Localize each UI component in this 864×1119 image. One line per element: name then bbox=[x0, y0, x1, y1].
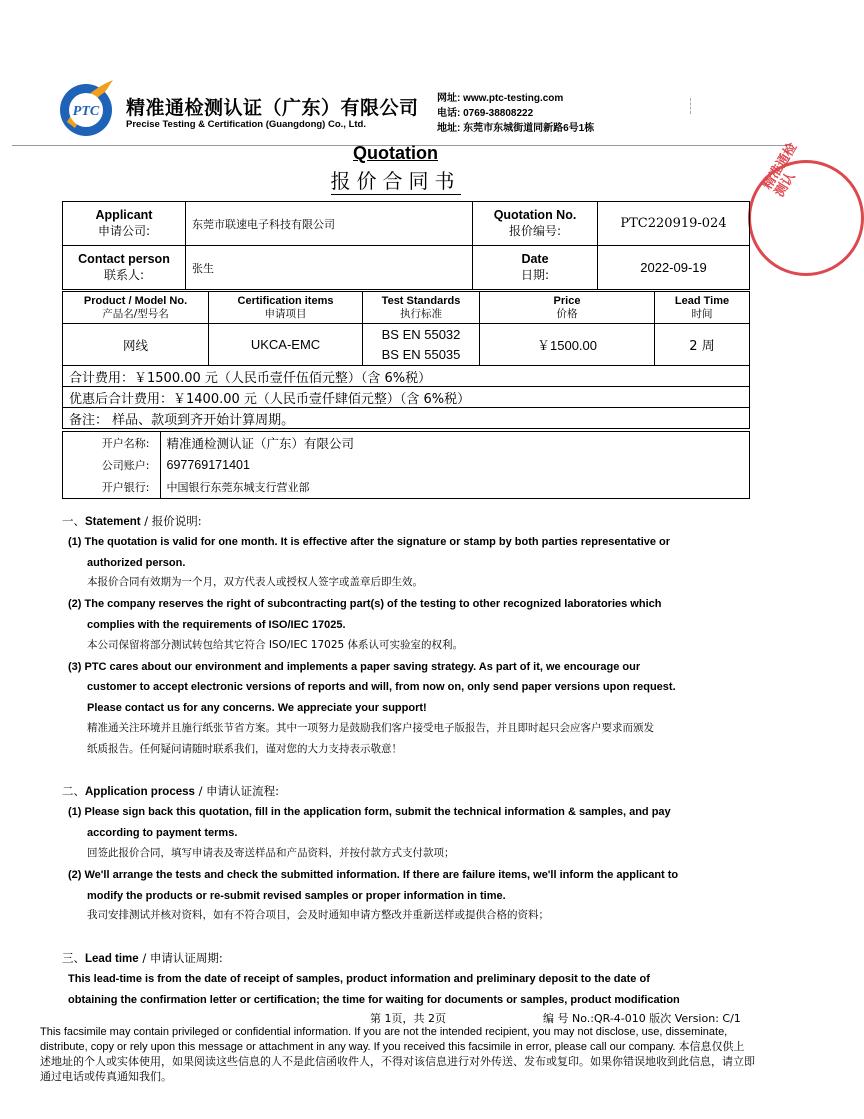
cell-product: 网线 bbox=[63, 324, 209, 366]
discount-fee: 优惠后合计费用：￥1400.00 元（人民币壹仟肆佰元整）（含 6%税） bbox=[63, 387, 750, 408]
section1-p2-cn: 本公司保留将部分测试转包给其它符合 ISO/IEC 17025 体系认可实验室的权利。 bbox=[87, 639, 464, 651]
company-name-cn: 精准通检测认证（广东）有限公司 bbox=[126, 97, 419, 119]
section3-p1-a: This lead-time is from the date of receipt of samples, product information and preliminary deposit to the date of bbox=[68, 973, 650, 985]
section1-p2-en-a: (2) The company reserves the right of subcontracting part(s) of the testing to other recognized laboratories which bbox=[68, 598, 662, 610]
contact-label-en: Contact person bbox=[78, 252, 170, 266]
header-cert-cn: 申请项目 bbox=[264, 307, 307, 320]
header-price-en: Price bbox=[553, 294, 581, 307]
cell-price: ￥1500.00 bbox=[480, 324, 655, 366]
header-leadtime-cn: 时间 bbox=[691, 307, 713, 320]
contact-label bbox=[63, 246, 186, 290]
header-standards bbox=[363, 292, 480, 324]
header-standards-cn: 执行标准 bbox=[400, 307, 442, 320]
header-leadtime bbox=[655, 292, 750, 324]
section1-p3-en-b: customer to accept electronic versions of reports and will, from now on, only send paper versions upon request. bbox=[87, 681, 676, 693]
section1-heading-cn: / 报价说明: bbox=[140, 514, 202, 528]
section3-prefix: 三、 bbox=[62, 951, 85, 965]
cell-standard-2: BS EN 55035 bbox=[381, 346, 461, 362]
section1-p1-cn: 本报价合同有效期为一个月，双方代表人或授权人签字或盖章后即生效。 bbox=[87, 576, 423, 588]
account-no-value: 697769171401 bbox=[166, 458, 250, 472]
section2-prefix: 二、 bbox=[62, 784, 85, 798]
quote-no-value: PTC220919-024 bbox=[598, 202, 750, 246]
items-table bbox=[62, 291, 750, 429]
section1-p2-en-b: complies with the requirements of ISO/IEC 17025. bbox=[87, 619, 346, 631]
applicant-label-cn: 申请公司: bbox=[97, 224, 151, 238]
header-cert-en: Certification items bbox=[237, 294, 334, 307]
section1-p3-en-c: Please contact us for any concerns. We appreciate your support! bbox=[87, 702, 427, 714]
title-en bbox=[0, 143, 791, 164]
header-leadtime-en: Lead Time bbox=[674, 294, 730, 307]
section2-p2-en-a: (2) We'll arrange the tests and check the submitted information. If there are failure items, we'll inform the applicant to bbox=[68, 869, 679, 881]
section2-p1-en-b: according to payment terms. bbox=[87, 827, 238, 839]
cell-standard-1: BS EN 55032 bbox=[381, 326, 461, 342]
section2-heading-en: Application process bbox=[85, 786, 195, 798]
section3-heading bbox=[62, 950, 223, 966]
section1-p3-cn-a: 精准通关注环境并且施行纸张节省方案。其中一项努力是鼓励我们客户接受电子版报告，并且即时起只会应客户要求而颁发 bbox=[87, 722, 654, 734]
applicant-label bbox=[63, 202, 186, 246]
date-value: 2022-09-19 bbox=[598, 246, 750, 290]
quote-no-label-en: Quotation No. bbox=[493, 208, 577, 222]
contact-label-cn: 联系人: bbox=[103, 268, 145, 282]
section2-heading-cn: / 申请认证流程: bbox=[194, 784, 279, 798]
remark: 备注： 样品、款项到齐开始计算周期。 bbox=[63, 408, 750, 429]
section2-heading bbox=[62, 783, 279, 799]
title-en-text: Quotation bbox=[353, 143, 438, 163]
header-price-cn: 价格 bbox=[556, 307, 578, 320]
contact-value: 张生 bbox=[186, 246, 473, 290]
logo-text: PTC bbox=[72, 104, 100, 119]
stamp-text: 精准通检测认 bbox=[760, 140, 801, 200]
section3-heading-cn: / 申请认证周期: bbox=[138, 951, 223, 965]
disclaimer: This facsimile may contain privileged or confidential information. If you are not the intended recipient, you may not disclose, use, disseminate, distribute, copy or rely upon this message or attachment in any way. If you received this facsimile in error, please call our company. 本信息仅供上述地址的个人或实体使用，如果阅读这些信息的人不是此信函收件人，不得对该信息进行对外传送、发布或复印。如果你错误地收到此信息，请立即通过电话或传真通知我们。 bbox=[40, 1026, 755, 1083]
header-product-en: Product / Model No. bbox=[83, 294, 188, 307]
section2-p2-cn: 我司安排测试并核对资料，如有不符合项目，会及时通知申请方整改并重新送样或提供合格的资料； bbox=[87, 909, 549, 921]
form-number: 编 号 No.:QR-4-010 版次 Version: C/1 bbox=[543, 1012, 741, 1025]
date-label bbox=[473, 246, 598, 290]
section2-p2-en-b: modify the products or re-submit revised samples or proper information in time. bbox=[87, 890, 506, 902]
section1-heading bbox=[62, 513, 202, 529]
section1-p3-en-a: (3) PTC cares about our environment and implements a paper saving strategy. As part of it, we encourage our bbox=[68, 661, 641, 673]
address: 地址: 东莞市东城街道同新路6号1栋 bbox=[437, 123, 595, 134]
total-fee: 合计费用：￥1500.00 元（人民币壹仟伍佰元整）（含 6%税） bbox=[63, 366, 750, 387]
title-cn-text: 报价合同书 bbox=[330, 169, 461, 193]
account-name-label: 开户名称: bbox=[63, 432, 160, 454]
header-price bbox=[480, 292, 655, 324]
header-product-cn: 产品名/型号名 bbox=[102, 307, 169, 320]
bank-name-label: 开户银行: bbox=[63, 476, 160, 498]
website[interactable]: 网址: www.ptc-testing.com bbox=[437, 93, 564, 104]
cell-cert: UKCA-EMC bbox=[209, 324, 363, 366]
bank-name-value: 中国银行东莞东城支行营业部 bbox=[166, 481, 310, 494]
section1-p3-cn-b: 纸质报告。任何疑问请随时联系我们，谨对您的大力支持表示敬意！ bbox=[87, 743, 402, 755]
section2-p1-en-a: (1) Please sign back this quotation, fill in the application form, submit the technical information & samples, and pay bbox=[68, 806, 671, 818]
quote-no-label bbox=[473, 202, 598, 246]
applicant-label-en: Applicant bbox=[95, 208, 153, 222]
section3-p1-b: obtaining the confirmation letter or certification; the time for waiting for documents or samples, product modification bbox=[68, 994, 680, 1006]
header-product bbox=[63, 292, 209, 324]
section1-prefix: 一、 bbox=[62, 514, 85, 528]
company-logo bbox=[53, 72, 123, 142]
section1-p1-en-b: authorized person. bbox=[87, 557, 186, 569]
section3-heading-en: Lead time bbox=[85, 953, 139, 965]
header-cert bbox=[209, 292, 363, 324]
page-number: 第 1页，共 2页 bbox=[370, 1012, 446, 1025]
edge-mark bbox=[690, 98, 691, 114]
date-label-en: Date bbox=[521, 252, 549, 266]
cell-standards bbox=[363, 324, 480, 366]
title-cn bbox=[0, 165, 791, 194]
phone: 电话: 0769-38808222 bbox=[437, 108, 534, 119]
account-no-label: 公司账户: bbox=[63, 454, 160, 476]
account-name-value: 精准通检测认证（广东）有限公司 bbox=[166, 436, 355, 451]
quote-no-label-cn: 报价编号: bbox=[508, 224, 562, 238]
section1-heading-en: Statement bbox=[85, 516, 141, 528]
applicant-value: 东莞市联速电子科技有限公司 bbox=[186, 202, 473, 246]
date-label-cn: 日期: bbox=[520, 268, 550, 282]
table-row bbox=[63, 324, 750, 366]
section2-p1-cn: 回签此报价合同，填写申请表及寄送样品和产品资料，并按付款方式支付款项； bbox=[87, 847, 455, 859]
items-header-row bbox=[63, 292, 750, 324]
cell-leadtime: 2 周 bbox=[655, 324, 750, 366]
section1-p1-en-a: (1) The quotation is valid for one month. It is effective after the signature or stamp by both parties representative or bbox=[68, 536, 671, 548]
company-name-en: Precise Testing & Certification (Guangdong) Co., Ltd. bbox=[126, 119, 366, 130]
bank-info-table bbox=[62, 431, 750, 499]
applicant-info-table bbox=[62, 201, 750, 290]
header-standards-en: Test Standards bbox=[381, 294, 461, 307]
